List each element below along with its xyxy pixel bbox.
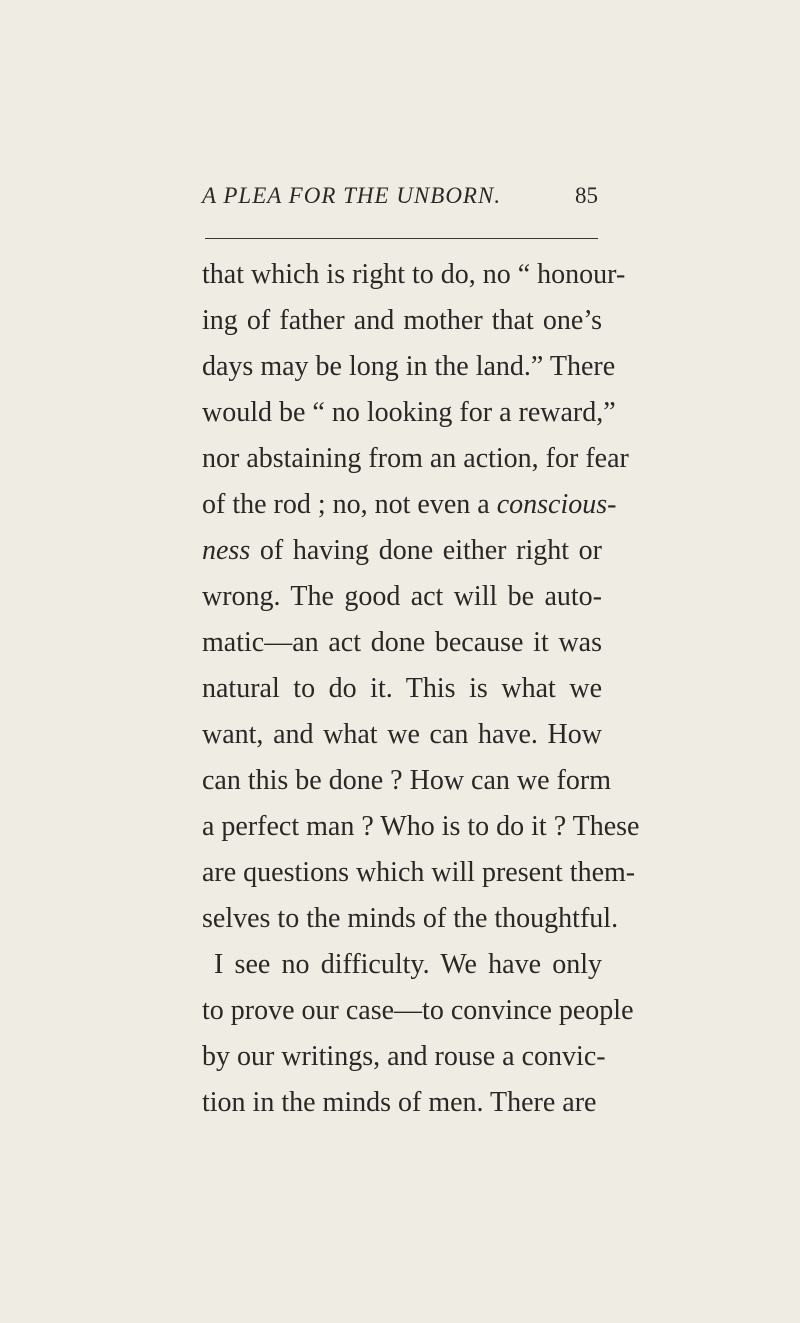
text-segment: nor abstaining from an action, for fear — [202, 443, 629, 474]
text-segment: want, and what we can have. How — [202, 719, 602, 750]
text-segment: of having done either right or — [250, 535, 602, 566]
text-line — [202, 390, 616, 436]
text-segment: tion in the minds of men. There are — [202, 1087, 597, 1118]
text-line — [202, 988, 634, 1034]
text-segment: are questions which will present them- — [202, 857, 636, 888]
text-segment: matic—an act done because it was — [202, 627, 602, 658]
text-segment: a perfect man ? Who is to do it ? These — [202, 811, 640, 842]
text-line — [202, 436, 629, 482]
text-segment: would be “ no looking for a reward,” — [202, 397, 616, 428]
text-line — [202, 344, 616, 390]
text-segment: natural to do it. This is what we — [202, 673, 602, 704]
text-line — [202, 850, 636, 896]
text-segment: of the rod ; no, not even a — [202, 489, 497, 520]
italic-segment: ness — [202, 535, 251, 566]
text-line — [202, 896, 619, 942]
header-rule — [205, 238, 598, 239]
running-head — [202, 183, 598, 219]
text-line — [202, 758, 611, 804]
italic-segment: conscious- — [496, 489, 617, 520]
text-segment: to prove our case—to convince people — [202, 995, 634, 1026]
body-text — [202, 252, 640, 1126]
text-line — [202, 528, 602, 574]
text-line — [202, 942, 602, 988]
text-line — [202, 574, 602, 620]
text-line — [202, 298, 602, 344]
text-segment: I see no difficulty. We have only — [214, 949, 602, 980]
text-line — [202, 666, 602, 712]
running-title: A PLEA FOR THE UNBORN. — [202, 183, 502, 208]
text-line — [202, 1034, 606, 1080]
page-number: 85 — [575, 183, 598, 208]
text-line — [202, 620, 602, 666]
text-segment: that which is right to do, no “ honour- — [202, 259, 626, 290]
text-line — [202, 804, 640, 850]
text-segment: wrong. The good act will be auto- — [202, 581, 602, 612]
text-line — [202, 712, 602, 758]
text-line — [202, 1080, 602, 1126]
text-line — [202, 482, 617, 528]
text-segment: ing of father and mother that one’s — [202, 305, 602, 336]
text-segment: days may be long in the land.” There — [202, 351, 616, 382]
text-segment: selves to the minds of the thoughtful. — [202, 903, 619, 934]
text-line — [202, 252, 626, 298]
text-segment: by our writings, and rouse a convic- — [202, 1041, 606, 1072]
text-segment: can this be done ? How can we form — [202, 765, 611, 796]
